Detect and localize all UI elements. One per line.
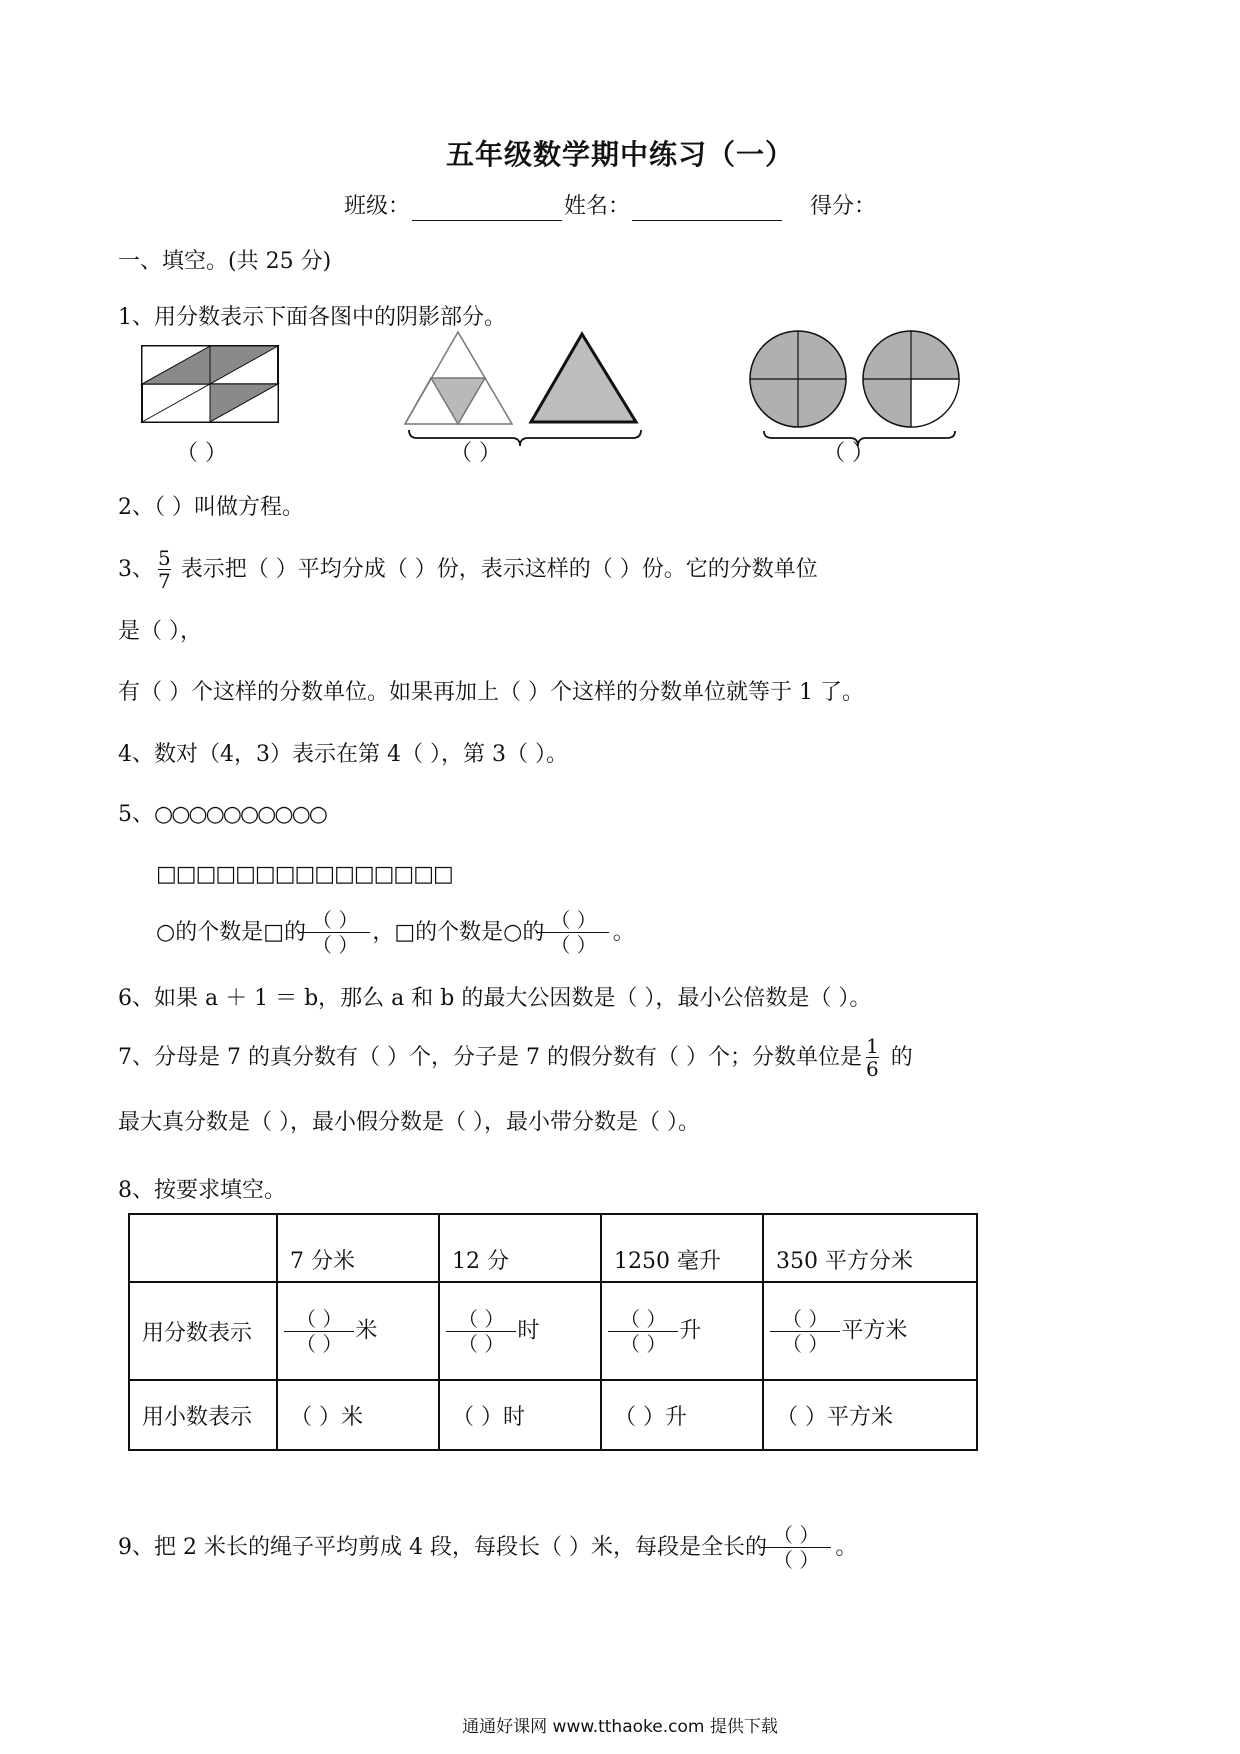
q3-fraction-numerator: 5	[158, 546, 171, 570]
unit-label: 米	[341, 1404, 364, 1430]
q5-number: 5、	[118, 802, 154, 827]
q9-part-2: 。	[835, 1534, 858, 1560]
q3-fraction	[158, 547, 171, 592]
page-title: 五年级数学期中练习（一）	[445, 138, 794, 171]
unit-label: 升	[679, 1318, 702, 1343]
q3-fraction-denominator: 7	[158, 569, 171, 593]
triangle-small-figure	[405, 332, 512, 424]
decimal-blank[interactable]: （ ）	[776, 1404, 827, 1430]
class-label: 班级：	[344, 194, 411, 219]
denominator-blank[interactable]: （ ）	[782, 1331, 829, 1356]
q7-fraction-denominator: 6	[865, 1057, 879, 1081]
denominator-blank[interactable]: （ ）	[620, 1331, 667, 1356]
q5-part-1: ○的个数是□的	[156, 919, 306, 945]
decimal-blank[interactable]: （ ）	[290, 1404, 341, 1430]
q5-denominator-blank-1[interactable]: （ ）	[311, 933, 359, 957]
table-header-cell: 12 分	[439, 1214, 601, 1282]
decimal-cell[interactable]	[277, 1380, 439, 1450]
circle-figure-2	[863, 331, 959, 427]
q5-denominator-blank-2[interactable]: （ ）	[550, 933, 597, 957]
numerator-blank[interactable]: （ ）	[620, 1306, 667, 1331]
table-header-cell: 350 平方分米	[763, 1214, 977, 1282]
q9-denominator-blank[interactable]: （ ）	[772, 1548, 820, 1572]
question-9	[118, 1523, 857, 1572]
q3-line-2: 是（ ），	[118, 619, 202, 644]
unit-label: 时	[517, 1318, 540, 1343]
question-1: 1、用分数表示下面各图中的阴影部分。	[118, 305, 506, 330]
fraction-cell[interactable]	[601, 1282, 763, 1380]
q1-answer-2[interactable]: （ ）	[450, 441, 501, 466]
footer-credit: 通通好课网 www.tthaoke.com 提供下载	[462, 1717, 778, 1737]
table-row	[129, 1282, 977, 1380]
score-label: 得分：	[810, 194, 877, 219]
rectangle-figure	[142, 346, 278, 422]
q5-part-3: 。	[612, 919, 635, 945]
decimal-cell[interactable]	[763, 1380, 977, 1450]
q3-line-3: 有（ ）个这样的分数单位。如果再加上（ ）个这样的分数单位就等于 1 了。	[118, 680, 864, 705]
name-label: 姓名：	[564, 194, 631, 219]
numerator-blank[interactable]: （ ）	[782, 1306, 829, 1331]
q5-part-2: ，□的个数是○的	[372, 919, 545, 945]
table-row	[129, 1380, 977, 1450]
q1-answer-1[interactable]: （ ）	[176, 441, 227, 466]
q5-question-line	[156, 908, 635, 957]
brace-triangles	[409, 430, 641, 446]
table-corner-cell	[129, 1214, 277, 1282]
table-header-cell: 1250 毫升	[601, 1214, 763, 1282]
unit-label: 平方米	[827, 1404, 894, 1430]
question-3	[118, 547, 818, 592]
unit-label: 米	[355, 1318, 378, 1343]
question-6: 6、如果 a ＋ 1 ＝ b，那么 a 和 b 的最大公因数是（ ），最小公倍数是（ ）。	[118, 986, 872, 1011]
decimal-cell[interactable]	[439, 1380, 601, 1450]
q3-number: 3、	[118, 556, 154, 582]
table-header-row	[129, 1214, 977, 1282]
q5-numerator-blank-2[interactable]: （ ）	[550, 908, 597, 932]
decimal-blank[interactable]: （ ）	[614, 1404, 665, 1430]
section-heading: 一、填空。(共 25 分)	[118, 249, 332, 274]
q3-line-1: 表示把（ ）平均分成（ ）份，表示这样的（ ）份。它的分数单位	[180, 556, 818, 582]
numerator-blank[interactable]: （ ）	[296, 1306, 343, 1331]
q9-numerator-blank[interactable]: （ ）	[772, 1523, 820, 1547]
q7-line-1a: 7、分母是 7 的真分数有（ ）个，分子是 7 的假分数有（ ）个；分数单位是	[118, 1044, 862, 1070]
q5-numerator-blank-1[interactable]: （ ）	[311, 908, 359, 932]
question-8: 8、按要求填空。	[118, 1178, 286, 1203]
question-7	[118, 1035, 913, 1080]
circle-figure-1	[750, 331, 846, 427]
fraction-cell[interactable]	[439, 1282, 601, 1380]
header-info	[344, 193, 876, 221]
q5-answer-fraction-1[interactable]	[306, 908, 364, 957]
unit-label: 升	[665, 1404, 688, 1430]
row-label: 用小数表示	[129, 1380, 277, 1450]
denominator-blank[interactable]: （ ）	[296, 1331, 343, 1356]
fraction-cell[interactable]	[763, 1282, 977, 1380]
q1-answer-3[interactable]: （ ）	[823, 441, 874, 466]
q7-fraction	[866, 1035, 879, 1080]
question-4: 4、数对（4，3）表示在第 4（ ），第 3（ ）。	[118, 742, 568, 767]
question-2: 2、（ ）叫做方程。	[118, 495, 304, 520]
numerator-blank[interactable]: （ ）	[458, 1306, 505, 1331]
triangle-large-figure	[531, 334, 636, 422]
unit-label: 时	[503, 1404, 526, 1430]
q5-circles: ○○○○○○○○○○	[154, 802, 326, 827]
unit-label: 平方米	[841, 1318, 908, 1343]
q5-answer-fraction-2[interactable]	[544, 908, 602, 957]
q7-line-2: 最大真分数是（ ），最小假分数是（ ），最小带分数是（ ）。	[118, 1110, 700, 1135]
name-blank[interactable]	[632, 200, 782, 221]
q9-answer-fraction[interactable]	[767, 1523, 825, 1572]
q8-table	[128, 1213, 978, 1451]
decimal-cell[interactable]	[601, 1380, 763, 1450]
class-blank[interactable]	[412, 200, 562, 221]
table-header-cell: 7 分米	[277, 1214, 439, 1282]
q9-part-1: 9、把 2 米长的绳子平均剪成 4 段，每段长（ ）米，每段是全长的	[118, 1534, 767, 1560]
fraction-cell[interactable]	[277, 1282, 439, 1380]
question-5	[118, 801, 326, 829]
decimal-blank[interactable]: （ ）	[452, 1404, 503, 1430]
row-label: 用分数表示	[129, 1282, 277, 1380]
q5-squares: □□□□□□□□□□□□□□□	[156, 862, 453, 887]
denominator-blank[interactable]: （ ）	[458, 1331, 505, 1356]
q7-line-1b: 的	[890, 1044, 913, 1070]
q7-fraction-numerator: 1	[865, 1034, 879, 1058]
